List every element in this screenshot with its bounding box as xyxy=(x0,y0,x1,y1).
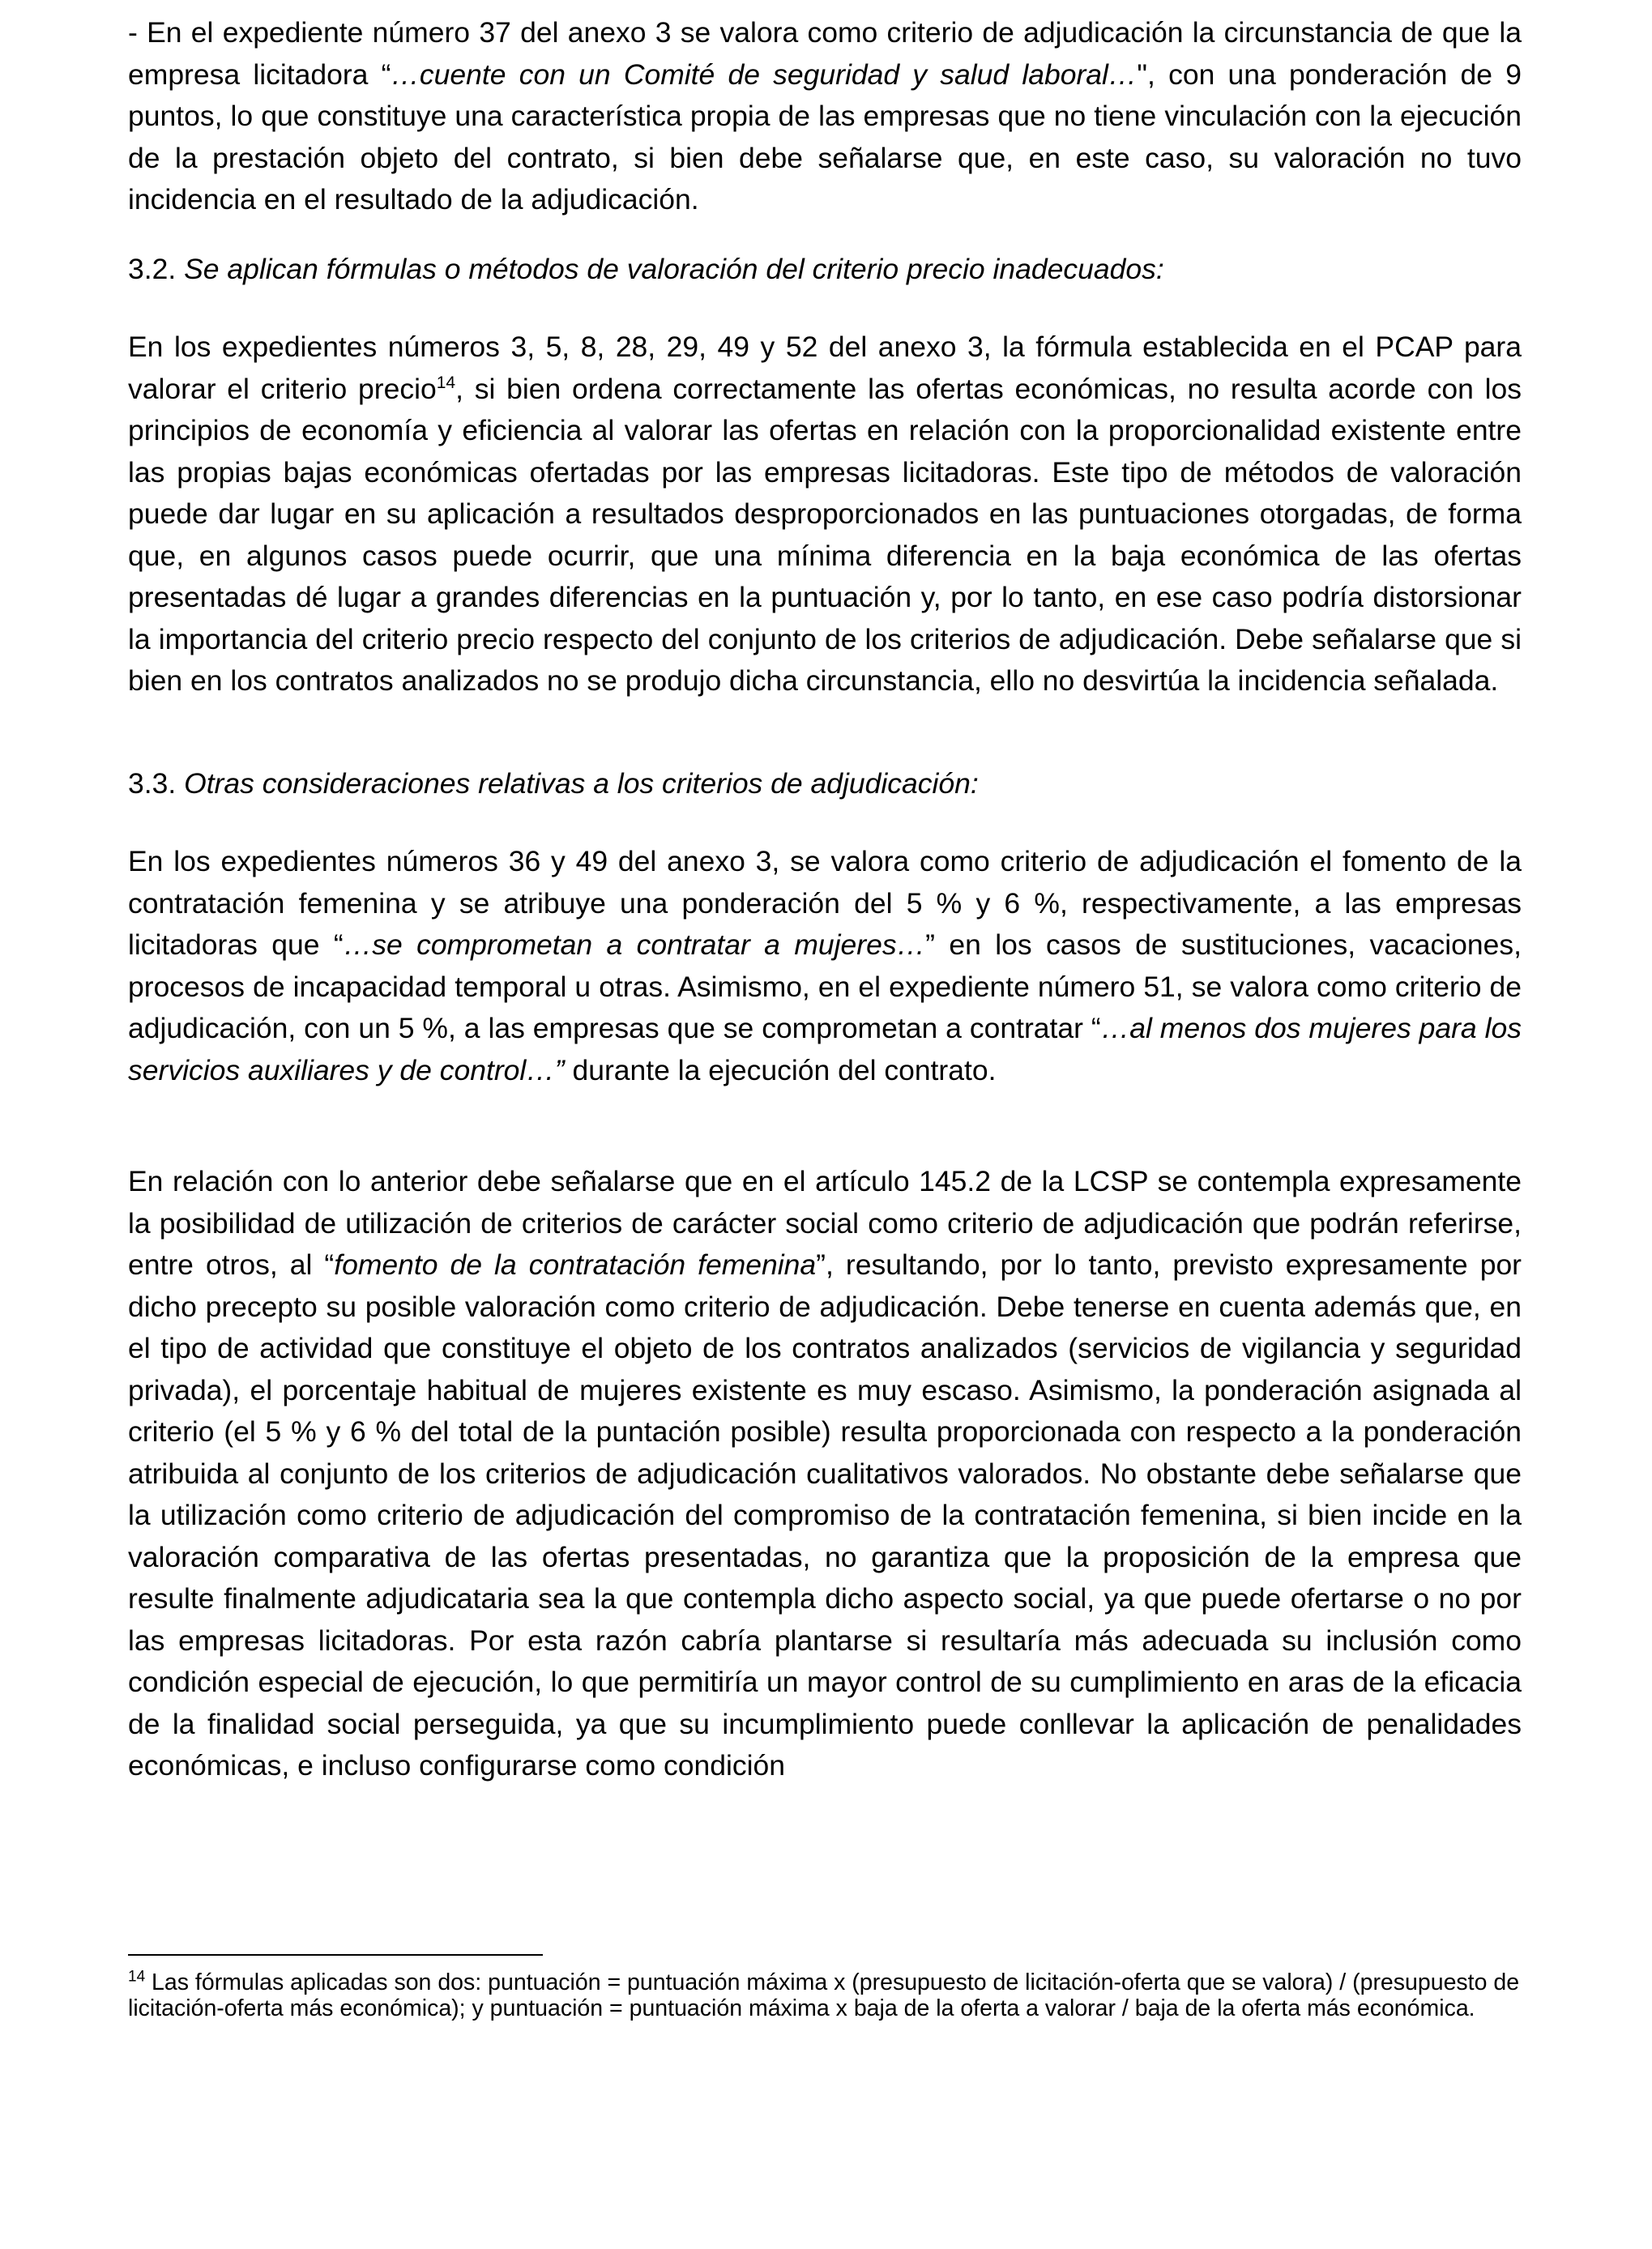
paragraph-contratacion-femenina xyxy=(128,841,1522,1091)
paragraph-text: En relación con lo anterior debe señalarse que en el artículo 145.2 de la LCSP se contempla expresamente la posibilidad de utilización de criterios de carácter social como criterio de adjudicación que podrán referirse, entre otros, al “ xyxy=(128,1165,1522,1281)
quoted-criterion: …cuente con un Comité de seguridad y salud laboral… xyxy=(391,58,1138,91)
paragraph-text: En los expedientes números 3, 5, 8, 28, 29, 49 y 52 del anexo 3, la fórmula establecida en el PCAP para valorar el criterio precio xyxy=(128,331,1522,405)
paragraph-expediente-37 xyxy=(128,12,1522,221)
section-heading-3-3 xyxy=(128,763,1522,805)
paragraph-text: ” en los casos de sustituciones, vacaciones, procesos de incapacidad temporal u otras. Asimismo, en el expediente número 51, se valora como criterio de adjudicación, con un 5 %, a las empresas que se comprometan a contratar “ xyxy=(128,928,1522,1044)
section-heading-3-2 xyxy=(128,249,1522,291)
footnote-reference[interactable]: 14 xyxy=(436,373,456,392)
section-title: Otras consideraciones relativas a los criterios de adjudicación: xyxy=(176,767,979,800)
footnote-number: 14 xyxy=(128,1968,146,1986)
footnote-text: Las fórmulas aplicadas son dos: puntuación = puntuación máxima x (presupuesto de licitación-oferta que se valora) / (presupuesto de licitación-oferta más económica); y puntuación = puntuación máxima x baja de la oferta a valorar / baja de la oferta más económica. xyxy=(128,1969,1520,2021)
paragraph-text: ", con una ponderación de 9 puntos, lo que constituye una característica propia de las empresas que no tiene vinculación con la ejecución de la prestación objeto del contrato, si bien debe señalarse que, en este caso, su valoración no tuvo incidencia en el resultado de la adjudicación. xyxy=(128,58,1522,216)
quoted-criterion: fomento de la contratación femenina xyxy=(334,1248,817,1281)
section-title: Se aplican fórmulas o métodos de valoración del criterio precio inadecuados: xyxy=(176,253,1164,285)
paragraph-text: durante la ejecución del contrato. xyxy=(564,1053,997,1086)
paragraph-text: - En el expediente número 37 del anexo 3 se valora como criterio de adjudicación la circunstancia de que la empresa licitadora “ xyxy=(128,16,1522,91)
footnote-14 xyxy=(128,1970,1522,2021)
section-number: 3.3. xyxy=(128,767,177,800)
paragraph-text: , si bien ordena correctamente las ofertas económicas, no resulta acorde con los principios de economía y eficiencia al valorar las ofertas en relación con la proporcionalidad existente entre las propias bajas económicas ofertadas por las empresas licitadoras. Este tipo de métodos de valoración puede dar lugar en su aplicación a resultados desproporcionados en las puntuaciones otorgadas, de forma que, en algunos casos puede ocurrir, que una mínima diferencia en la baja económica de las ofertas presentadas dé lugar a grandes diferencias en la puntuación y, por lo tanto, en ese caso podría distorsionar la importancia del criterio precio respecto del conjunto de los criterios de adjudicación. Debe señalarse que si bien en los contratos analizados no se produjo dicha circunstancia, ello no desvirtúa la incidencia señalada. xyxy=(128,372,1522,697)
quoted-criterion: …se comprometan a contratar a mujeres… xyxy=(343,928,926,961)
footnote-separator xyxy=(128,1954,543,1956)
paragraph-lcsp-145-2 xyxy=(128,1161,1522,1787)
quoted-criterion: …al menos dos mujeres para los servicios auxiliares y de control…” xyxy=(128,1012,1522,1086)
paragraph-text: ”, resultando, por lo tanto, previsto expresamente por dicho precepto su posible valoración como criterio de adjudicación. Debe tenerse en cuenta además que, en el tipo de actividad que constituye el objeto de los contratos analizados (servicios de vigilancia y seguridad privada), el porcentaje habitual de mujeres existente es muy escaso. Asimismo, la ponderación asignada al criterio (el 5 % y 6 % del total de la puntación posible) resulta proporcionada con respecto a la ponderación atribuida al conjunto de los criterios de adjudicación cualitativos valorados. No obstante debe señalarse que la utilización como criterio de adjudicación del compromiso de la contratación femenina, si bien incide en la valoración comparativa de las ofertas presentadas, no garantiza que la proposición de la empresa que resulte finalmente adjudicataria sea la que contempla dicho aspecto social, ya que puede ofertarse o no por las empresas licitadoras. Por esta razón cabría plantarse si resultaría más adecuada su inclusión como condición especial de ejecución, lo que permitiría un mayor control de su cumplimiento en aras de la eficacia de la finalidad social perseguida, ya que su incumplimiento puede conllevar la aplicación de penalidades económicas, e incluso configurarse como condición xyxy=(128,1248,1522,1782)
section-number: 3.2. xyxy=(128,253,177,285)
paragraph-formula-precio xyxy=(128,326,1522,702)
paragraph-text: En los expedientes números 36 y 49 del anexo 3, se valora como criterio de adjudicación el fomento de la contratación femenina y se atribuye una ponderación del 5 % y 6 %, respectivamente, a las empresas licitadoras que “ xyxy=(128,845,1522,961)
